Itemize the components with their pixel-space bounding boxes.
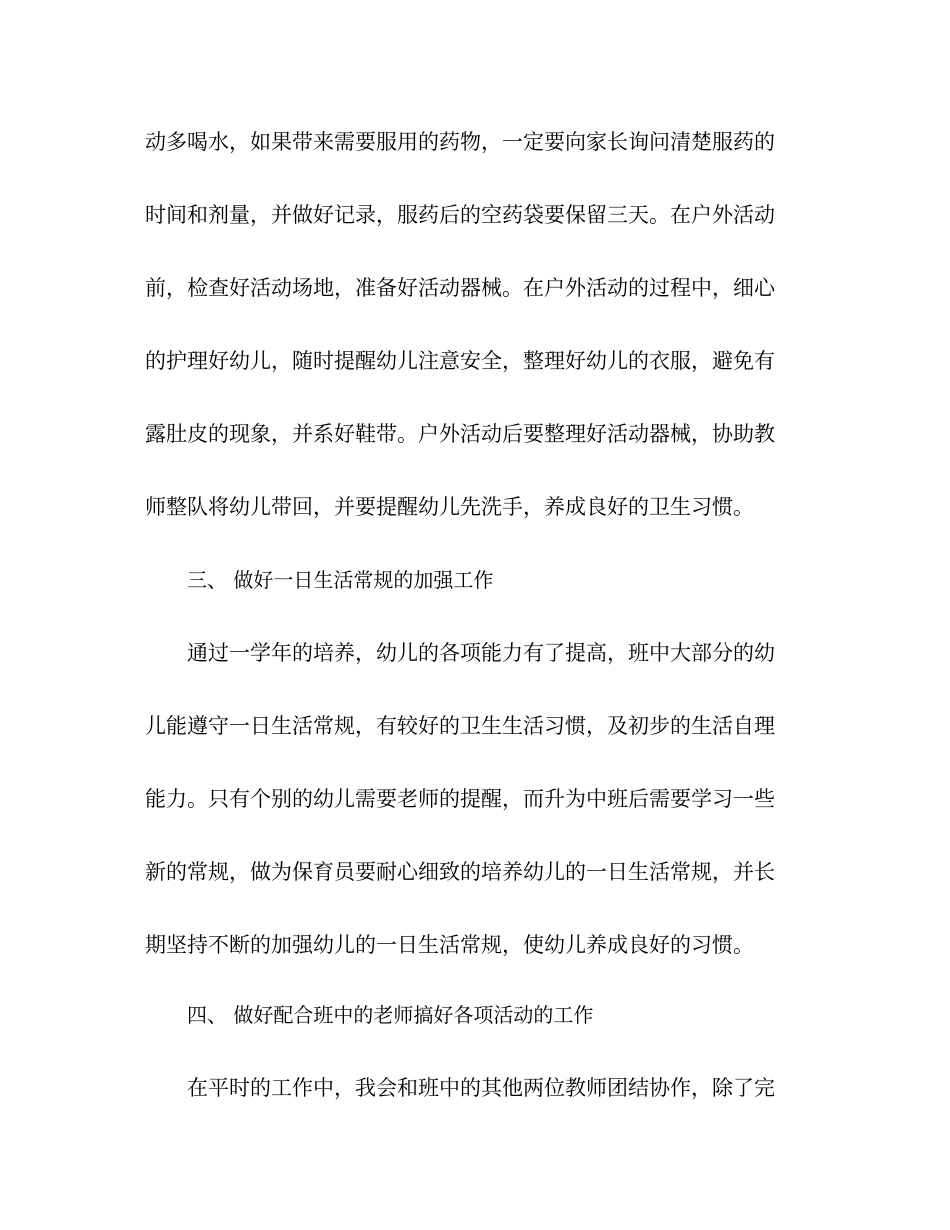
paragraph-line: 期坚持不断的加强幼儿的一日生活常规，使幼儿养成良好的习惯。	[145, 933, 754, 957]
paragraph-line: 师整队将幼儿带回，并要提醒幼儿先洗手，养成良好的卫生习惯。	[145, 495, 754, 519]
paragraph-line: 露肚皮的现象，并系好鞋带。户外活动后要整理好活动器械，协助教	[145, 422, 775, 446]
paragraph-line: 新的常规，做为保育员要耐心细致的培养幼儿的一日生活常规，并长	[145, 860, 775, 884]
paragraph-line: 前，检查好活动场地，准备好活动器械。在户外活动的过程中，细心	[145, 276, 775, 300]
paragraph-line: 时间和剂量，并做好记录，服药后的空药袋要保留三天。在户外活动	[145, 203, 775, 227]
paragraph-line: 动多喝水，如果带来需要服用的药物，一定要向家长询问清楚服药的	[145, 130, 775, 154]
paragraph-line: 在平时的工作中，我会和班中的其他两位教师团结协作，除了完	[187, 1076, 775, 1100]
paragraph-line: 能力。只有个别的幼儿需要老师的提醒，而升为中班后需要学习一些	[145, 787, 775, 811]
paragraph-line: 的护理好幼儿，随时提醒幼儿注意安全，整理好幼儿的衣服，避免有	[145, 349, 775, 373]
section-heading-4: 四、 做好配合班中的老师搞好各项活动的工作	[187, 1003, 594, 1027]
paragraph-line: 通过一学年的培养，幼儿的各项能力有了提高，班中大部分的幼	[187, 641, 775, 665]
section-heading-3: 三、 做好一日生活常规的加强工作	[187, 568, 494, 592]
paragraph-line: 儿能遵守一日生活常规，有较好的卫生生活习惯，及初步的生活自理	[145, 714, 775, 738]
